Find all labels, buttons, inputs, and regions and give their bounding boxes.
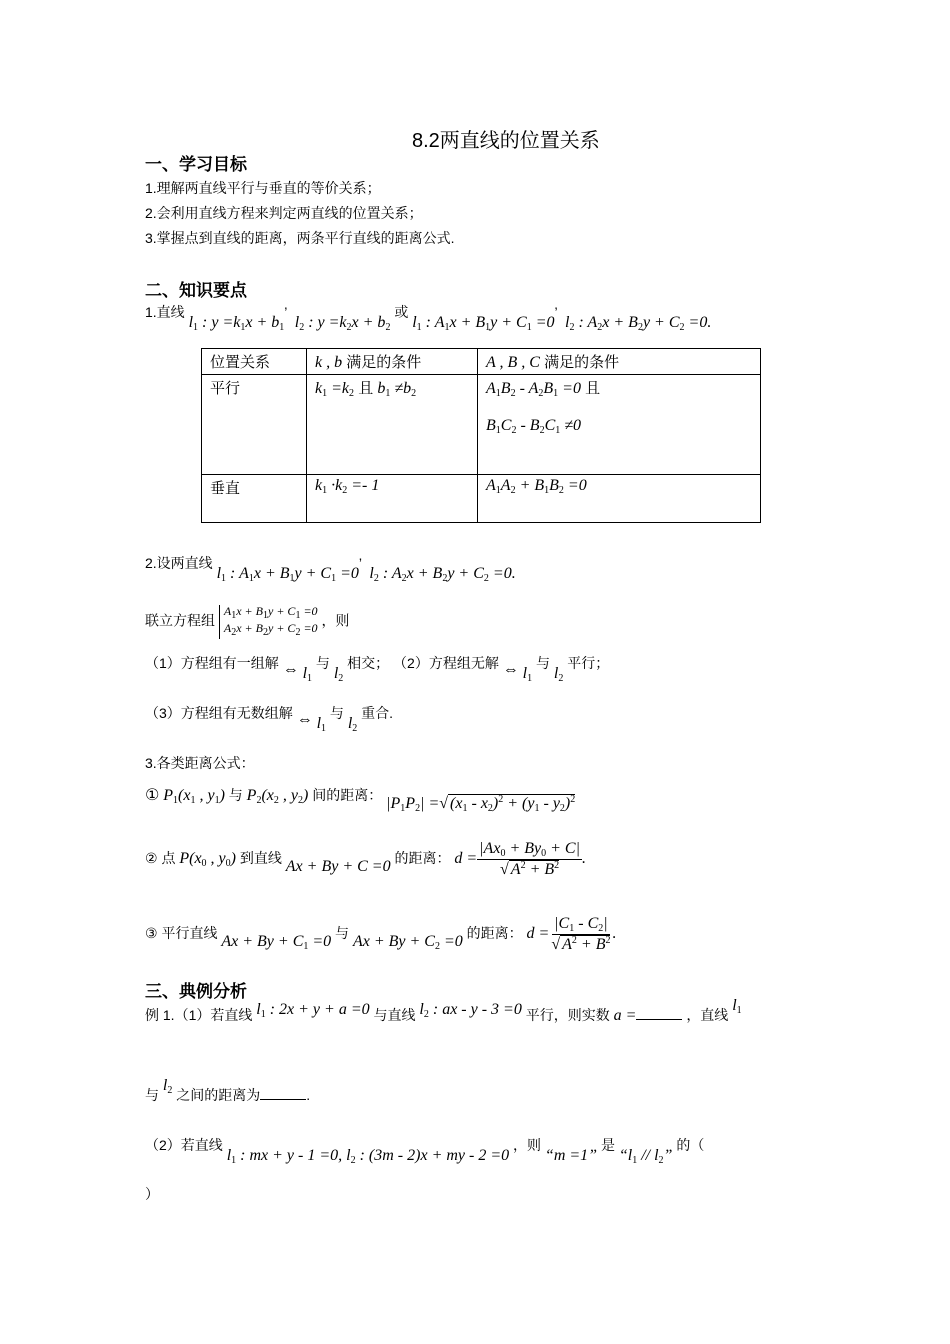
- system-paragraph: [145, 605, 349, 639]
- case3-result: 重合.: [361, 705, 394, 721]
- table-header-relation: 位置关系: [202, 349, 307, 375]
- case1-with: 与: [315, 655, 330, 671]
- circled-1: ①: [145, 787, 160, 804]
- table-header-abc: A , B , C 满足的条件: [478, 349, 761, 375]
- answer-blank-distance: [260, 1085, 306, 1100]
- formula-parallel-lines: ③ 平行直线 $Ax + By + C_1 =0$ 与 $Ax + By + C_2 =0$ 的距离： d = $\frac{|C_1 - C_2|}{√ A^2 + B^2}$ .: [145, 915, 617, 953]
- table-cell-parallel-kb: $k_1 =k_2$ 且 $b_1 \ne b_2$: [307, 375, 478, 475]
- l2-symbol: $l_2$: [347, 715, 358, 734]
- point-line-distance-formula: d = $\frac{|Ax_0 + By_0 + C|}{√ A^2 + B^2}$ .: [454, 840, 586, 878]
- iff-symbol: ⇔: [502, 661, 519, 678]
- l2-symbol: $l_2$: [553, 665, 564, 684]
- table-cell-perp-abc: $A_1A_2 + B_1B_2 =0$: [478, 475, 761, 523]
- case2-with: 与: [535, 655, 550, 671]
- l2-symbol: $l_2$: [333, 665, 344, 684]
- formula-l1-general: $l_1$ : $A_1x + B_1y + C_1 =0$: [412, 314, 555, 333]
- table-cell-parallel-abc: $A_1B_2 - A_2B_1 =0$ 且 $B_1C_2 - B_2C_1 \ne 0$: [478, 375, 761, 475]
- formula-point-line: ② 点 $P(x_0$ , $y_0$) 到直线 Ax + By + C =0 的距离： d = $\frac{|Ax_0 + By_0 + C|}{√ A^2 + B^2}$ .: [145, 840, 586, 878]
- system-then: ，则: [321, 612, 350, 629]
- parallel-distance-formula: d = $\frac{|C_1 - C_2|}{√ A^2 + B^2}$ .: [526, 915, 617, 953]
- case1-result: 相交；: [347, 655, 390, 671]
- formula-p2-l2: $l_2$ : $A_2x + B_2y + C_2 =0$.: [365, 565, 516, 584]
- l1-symbol: $l_1$: [302, 665, 313, 684]
- line-forms-label: 1.直线: [145, 304, 185, 320]
- example-1-line-1: 例 1.（1）若直线 $l_1$ : 2x + y + a =0 与直线 $l_2$ : ax - y - 3 =0 平行，则实数 a = ，直线 $l_1$: [145, 997, 742, 1024]
- two-lines-paragraph: 2.设两直线 $l_1$ : $A_1x + B_1y + C_1 =0$’ $l_2$ : $A_2x + B_2y + C_2 =0$.: [145, 555, 516, 584]
- line-forms-paragraph: 1.直线 $l_1$ : $y =k_1x + b_1$’ $l_2$ : $y =k_2x + b_2$ 或 $l_1$ : $A_1x + B_1y + C_1 =0$’ $l_2$ : $A_2x + B_2y + C_2 =0$.: [145, 304, 712, 333]
- case3-with: 与: [329, 705, 344, 721]
- case2-result: 平行；: [567, 655, 610, 671]
- example-1-part-2-close: ）: [145, 1186, 159, 1202]
- example-1-part-2: （2）若直线 $l_1$ : mx + y - 1 =0, $l_2$ : (3m - 2)x + my - 2 =0 ，则 “m =1” 是 “$l_1 // l_2$” 的（: [145, 1137, 705, 1166]
- two-lines-label: 2.设两直线: [145, 555, 213, 571]
- case1-text: （1）方程组有一组解: [145, 655, 279, 671]
- goal-item-1: 1.理解两直线平行与垂直的等价关系；: [145, 180, 381, 196]
- formula-p2-l1: $l_1$ : $A_1x + B_1y + C_1 =0$: [216, 565, 359, 584]
- formula-two-points: ① $P_1(x_1$ , $y_1$) 与 $P_2(x_2$ , $y_2$) 间的距离： $|P_1P_2|$ =√ $(x_1 - x_2)^2 + (y_1 - y_2)^2$: [145, 787, 576, 814]
- formula-l2-general: $l_2$ : $A_2x + B_2y + C_2 =0$.: [561, 314, 712, 333]
- distance-formulas-label: 3.各类距离公式：: [145, 755, 255, 771]
- table-cell-perp-kb: $k_1 \cdot k_2 =- 1$: [307, 475, 478, 523]
- equation-system: $A_1x + B_1y + C_1 =0$ $A_2x + B_2y + C_2 =0$: [219, 605, 318, 639]
- iff-symbol: ⇔: [296, 711, 313, 728]
- section-heading-examples: 三、典例分析: [145, 982, 247, 1001]
- formula-l2-slope: $l_2$ : $y =k_2x + b_2$: [290, 314, 391, 333]
- table-header-kb: k , b 满足的条件: [307, 349, 478, 375]
- formula-l1-slope: $l_1$ : $y =k_1x + b_1$: [188, 314, 285, 333]
- l1-symbol: $l_1$: [316, 715, 327, 734]
- iff-symbol: ⇔: [282, 661, 299, 678]
- example-1-line-2: 与 $l_2$ 之间的距离为 .: [145, 1077, 311, 1103]
- page-title: 8.2两直线的位置关系: [412, 130, 600, 152]
- or-label: 或: [394, 304, 409, 320]
- case-line-3: [145, 703, 394, 734]
- two-point-distance-formula: $|P_1P_2|$ =√ $(x_1 - x_2)^2 + (y_1 - y_2)^2$: [386, 794, 576, 814]
- section-heading-goals: 一、学习目标: [145, 155, 247, 174]
- case-line-1: [145, 653, 610, 684]
- system-label: 联立方程组: [145, 612, 215, 629]
- goal-item-2: 2.会利用直线方程来判定两直线的位置关系；: [145, 205, 423, 221]
- l1-symbol: $l_1$: [522, 665, 533, 684]
- table-row-perpendicular-label: 垂直: [202, 475, 307, 523]
- goal-item-3: 3.掌握点到直线的距离，两条平行直线的距离公式.: [145, 230, 455, 246]
- case2-text: （2）方程组无解: [393, 655, 499, 671]
- section-heading-knowledge: 二、知识要点: [145, 281, 247, 300]
- table-row-parallel-label: 平行: [202, 375, 307, 475]
- answer-blank-a: [636, 1005, 682, 1020]
- relation-table: [201, 348, 761, 523]
- case3-text: （3）方程组有无数组解: [145, 705, 293, 721]
